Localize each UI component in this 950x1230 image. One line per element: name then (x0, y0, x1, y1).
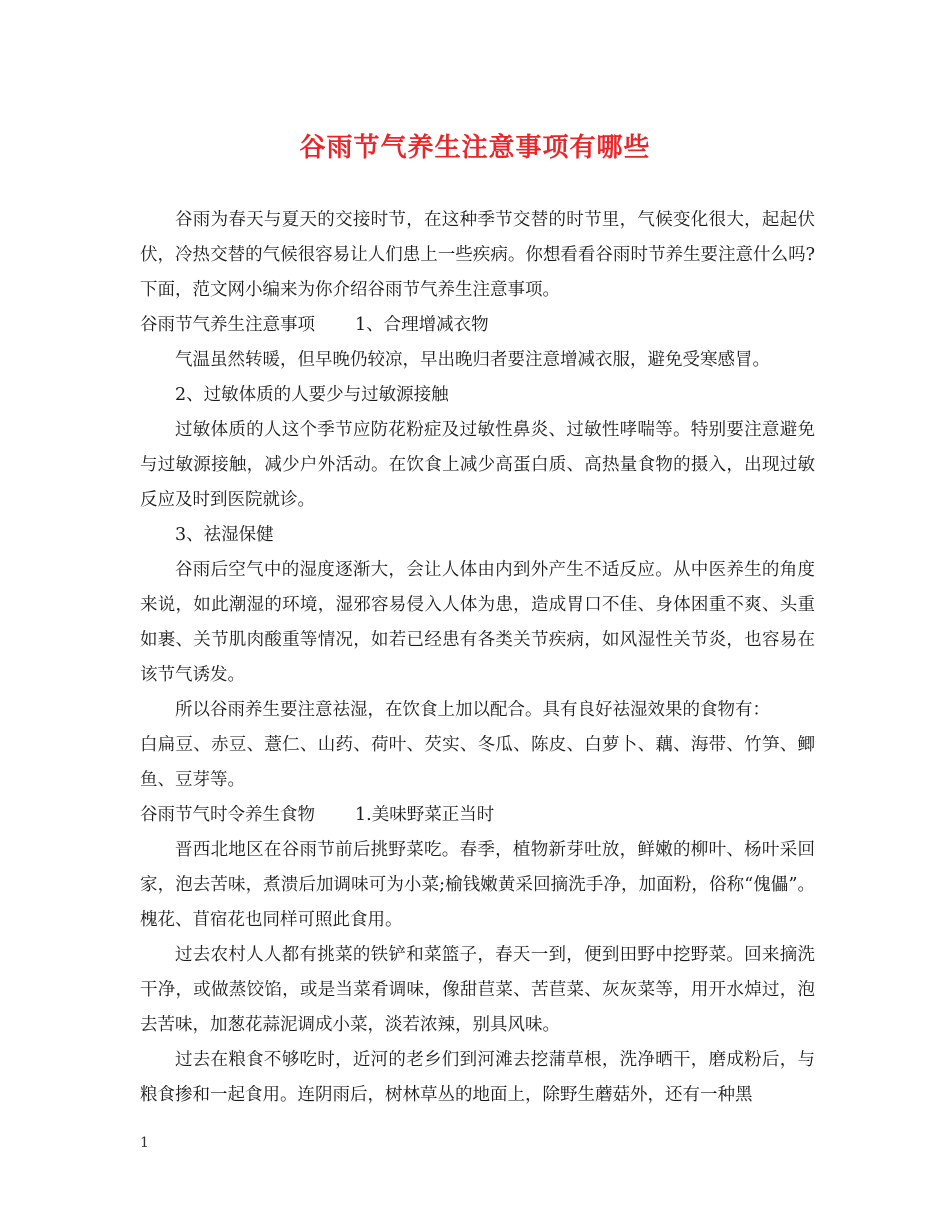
body-paragraph: 过去在粮食不够吃时，近河的老乡们到河滩去挖蒲草根，洗净晒干，磨成粉后，与粮食掺和一起食用。连阴雨后，树林草丛的地面上，除野生蘑菇外，还有一种黑 (140, 1050, 815, 1105)
page-number: 1 (140, 1135, 149, 1151)
page-title: 谷雨节气养生注意事项有哪些 (299, 133, 651, 163)
section-subheading: 1.美味野菜正当时 (355, 805, 495, 825)
body-paragraph: 谷雨后空气中的湿度逐渐大，会让人体由内到外产生不适反应。从中医养生的角度来说，如此潮湿的环境，湿邪容易侵入人体为患，造成胃口不佳、身体困重不爽、头重如裹、关节肌肉酸重等情况，如若已经患有各类关节疾病，如风湿性关节炎，也容易在该节气诱发。 (140, 560, 815, 685)
body-paragraph: 过去农村人人都有挑菜的铁铲和菜篮子，春天一到，便到田野中挖野菜。回来摘洗干净，或做蒸饺馅，或是当菜肴调味，像甜苣菜、苦苣菜、灰灰菜等，用开水焯过，泡去苦味，加葱花蒜泥调成小菜，淡若浓辣，别具风味。 (140, 945, 815, 1035)
intro-paragraph: 谷雨为春天与夏天的交接时节，在这种季节交替的时节里，气候变化很大，起起伏伏，冷热交替的气候很容易让人们患上一些疾病。你想看看谷雨时节养生要注意什么吗?下面，范文网小编来为你介绍谷雨节气养生注意事项。 (140, 210, 815, 300)
subheading-paragraph: 2、过敏体质的人要少与过敏源接触 (175, 385, 449, 405)
subheading-paragraph: 3、祛湿保健 (175, 525, 274, 545)
body-paragraph: 过敏体质的人这个季节应防花粉症及过敏性鼻炎、过敏性哮喘等。特别要注意避免与过敏源接触，减少户外活动。在饮食上减少高蛋白质、高热量食物的摄入，出现过敏反应及时到医院就诊。 (140, 420, 815, 510)
section-subheading: 1、合理增减衣物 (355, 315, 489, 335)
section-heading-line (140, 308, 815, 343)
body-paragraph: 气温虽然转暖，但早晚仍较凉，早出晚归者要注意增减衣服，避免受寒感冒。 (175, 350, 770, 370)
section-heading-line (140, 798, 815, 833)
document-body (140, 203, 815, 1113)
section-heading: 谷雨节气养生注意事项 (140, 315, 315, 335)
body-paragraph: 晋西北地区在谷雨节前后挑野菜吃。春季，植物新芽吐放，鲜嫩的柳叶、杨叶采回家，泡去苦味，煮溃后加调味可为小菜;榆钱嫩黄采回摘洗手净，加面粉，俗称“傀儡”。槐花、苜宿花也同样可照此食用。 (140, 840, 815, 930)
body-paragraph: 所以谷雨养生要注意祛湿，在饮食上加以配合。具有良好祛湿效果的食物有： (175, 700, 770, 720)
section-heading: 谷雨节气时令养生食物 (140, 805, 315, 825)
food-list-paragraph: 白扁豆、赤豆、薏仁、山药、荷叶、芡实、冬瓜、陈皮、白萝卜、藕、海带、竹笋、鲫鱼、豆芽等。 (140, 735, 815, 790)
